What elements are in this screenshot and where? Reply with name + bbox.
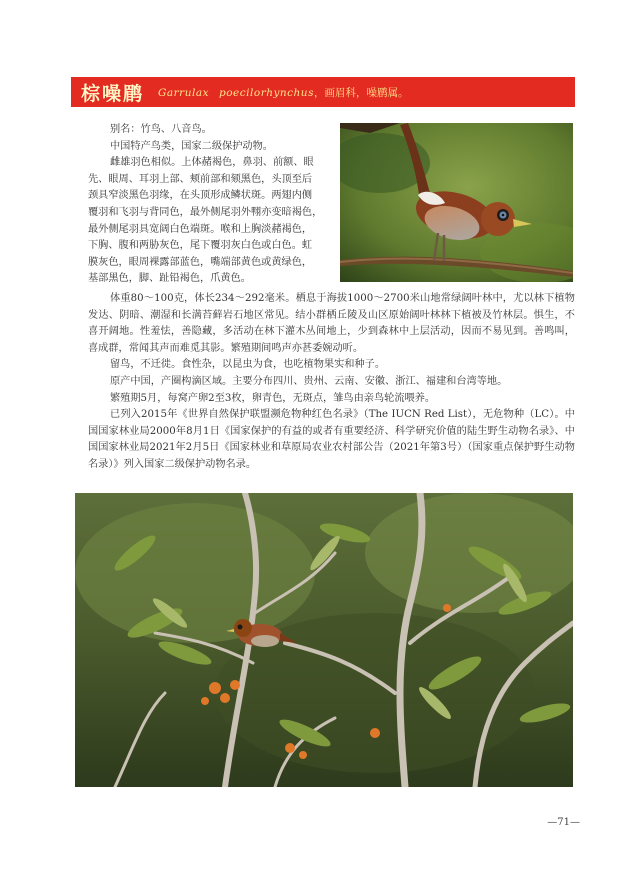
intro-line: 颈具窄淡黑色羽缘，在头顶形成鳞状斑。两翅内侧	[88, 190, 313, 202]
intro-line: 膜灰色，眼周裸露部蓝色，嘴端部黄色或黄绿色，	[88, 256, 313, 268]
paragraph-diet: 留鸟，不迁徙。食性杂，以昆虫为食，也吃植物果实和种子。	[110, 359, 386, 371]
intro-line: 覆羽和飞羽与背同色，最外侧尾羽外翈亦变暗褐色，	[88, 206, 323, 218]
intro-line: 最外侧尾羽具宽阔白色端斑。喉和上胸淡赭褐色，	[88, 223, 313, 235]
title-bar	[71, 77, 575, 107]
bird-photo-in-tree	[75, 493, 573, 787]
paragraph-breeding: 繁殖期5月，每窝产卵2至3枚，卵青色，无斑点，雏鸟由亲鸟轮流喂养。	[110, 392, 436, 404]
paragraph-habitat: 体重80～100克，体长234～292毫米。栖息于海拔1000～2700米山地常绿阔叶林中，尤以林下植物发达、阴暗、潮湿和长满苔藓岩石地区常见。结小群栖丘陵及山区原始阔叶林林下植被及竹林层。惧生，不喜开阔地。性羞怯，善隐藏，多活动在林下灌木丛间地上，少到森林中上层活动，因而不易见到。善鸣叫，喜成群，常闻其声而难觅其影。繁殖期间鸣声亦甚委婉动听。	[88, 293, 575, 354]
intro-line: 下胸、腹和两胁灰色，尾下覆羽灰白色或白色。虹	[88, 240, 313, 252]
species-title: 棕噪鹛	[81, 82, 145, 105]
taxonomy-family: ，画眉科，噪鹛属。	[313, 86, 409, 99]
intro-line: 先、眼周、耳羽上部、颊前部和颏黑色，头顶至后	[88, 173, 313, 185]
intro-line: 基部黑色，脚、趾铅褐色，爪黄色。	[88, 273, 251, 285]
intro-line: 别名：竹鸟、八音鸟。	[110, 124, 212, 135]
paragraph-conservation: 已列入2015年《世界自然保护联盟濒危物种红色名录》（The IUCN Red List），无危物种（LC）。中国国家林业局2000年8月1日《国家保护的有益的或者有重要经济、科学研究价值的陆生野生动物名录》、中国国家林业局2021年2月5日《国家林业和草原局农业农村部公告（2021年第3号）（国家重点保护野生动物名录）》列入国家二级保护动物名录。	[88, 409, 575, 470]
taxonomy-line	[158, 85, 408, 100]
intro-line: 雌雄羽色相似。上体赭褐色，鼻羽、前额、眼	[110, 157, 314, 169]
bird-photo-perched	[340, 123, 573, 282]
paragraph-distribution: 原产中国，产圈构滴区域。主要分布四川、贵州、云南、安徽、浙江、福建和台湾等地。	[110, 375, 508, 387]
latin-genus: Garrulax	[158, 86, 210, 99]
intro-line: 中国特产鸟类，国家二级保护动物。	[110, 140, 273, 152]
intro-column	[88, 122, 332, 288]
body-text	[88, 291, 575, 474]
page-number: —71—	[547, 817, 580, 828]
latin-species: poecilorhynchus	[219, 86, 314, 99]
